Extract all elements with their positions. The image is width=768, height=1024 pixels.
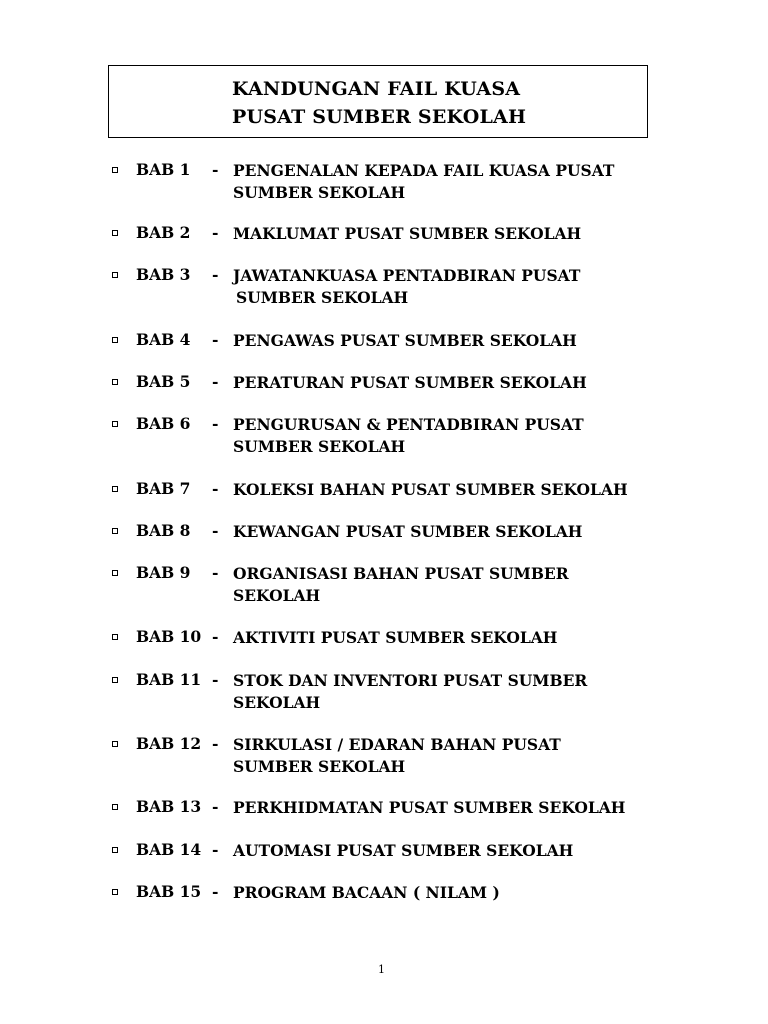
chapter-title-line: SEKOLAH (233, 586, 321, 605)
chapter-number: BAB 13 (136, 797, 202, 816)
toc-entry (0, 330, 768, 370)
square-bullet-icon (112, 634, 118, 640)
chapter-number: BAB 11 (136, 670, 202, 689)
chapter-title-line: ORGANISASI BAHAN PUSAT SUMBER (233, 564, 569, 583)
square-bullet-icon (112, 486, 118, 492)
chapter-separator: - (212, 160, 219, 179)
chapter-number: BAB 12 (136, 734, 202, 753)
chapter-title (233, 479, 628, 501)
chapter-separator: - (212, 563, 219, 582)
square-bullet-icon (112, 889, 118, 895)
chapter-title (233, 563, 569, 607)
chapter-number: BAB 2 (136, 223, 191, 242)
square-bullet-icon (112, 528, 118, 534)
square-bullet-icon (112, 804, 118, 810)
chapter-title (233, 265, 580, 309)
chapter-title-line: SIRKULASI / EDARAN BAHAN PUSAT (233, 735, 561, 754)
chapter-title (233, 372, 587, 394)
chapter-number: BAB 7 (136, 479, 191, 498)
chapter-title-line: PENGENALAN KEPADA FAIL KUASA PUSAT (233, 161, 615, 180)
chapter-separator: - (212, 265, 219, 284)
chapter-title-line: AKTIVITI PUSAT SUMBER SEKOLAH (233, 628, 558, 647)
chapter-separator: - (212, 882, 219, 901)
chapter-title-line: SEKOLAH (233, 693, 321, 712)
chapter-title (233, 521, 582, 543)
chapter-title-line: PENGAWAS PUSAT SUMBER SEKOLAH (233, 331, 577, 350)
chapter-title (233, 160, 614, 204)
chapter-title-line: SUMBER SEKOLAH (233, 757, 406, 776)
chapter-title-line: PERKHIDMATAN PUSAT SUMBER SEKOLAH (233, 798, 626, 817)
chapter-title-line: PROGRAM BACAAN ( NILAM ) (233, 883, 500, 902)
document-title-line-1: KANDUNGAN FAIL KUASA (232, 78, 521, 100)
toc-entry (0, 521, 768, 561)
chapter-separator: - (212, 330, 219, 349)
chapter-separator: - (212, 414, 219, 433)
chapter-title (233, 840, 573, 862)
square-bullet-icon (112, 741, 118, 747)
chapter-title (233, 627, 557, 649)
chapter-separator: - (212, 521, 219, 540)
chapter-separator: - (212, 223, 219, 242)
chapter-separator: - (212, 670, 219, 689)
chapter-separator: - (212, 479, 219, 498)
chapter-title (233, 734, 561, 778)
toc-entry (0, 160, 768, 200)
chapter-title-line: MAKLUMAT PUSAT SUMBER SEKOLAH (233, 224, 582, 243)
chapter-title (233, 330, 577, 352)
chapter-title-line: JAWATANKUASA PENTADBIRAN PUSAT (233, 266, 581, 285)
square-bullet-icon (112, 421, 118, 427)
toc-entry (0, 223, 768, 263)
chapter-title-line: SUMBER SEKOLAH (233, 437, 406, 456)
square-bullet-icon (112, 230, 118, 236)
chapter-separator: - (212, 797, 219, 816)
toc-entry (0, 840, 768, 880)
toc-entry (0, 372, 768, 412)
chapter-title-line: PENGURUSAN & PENTADBIRAN PUSAT (233, 415, 584, 434)
chapter-title (233, 414, 584, 458)
chapter-separator: - (212, 840, 219, 859)
chapter-title-line: STOK DAN INVENTORI PUSAT SUMBER (233, 671, 588, 690)
toc-entry (0, 670, 768, 710)
chapter-separator: - (212, 734, 219, 753)
chapter-number: BAB 10 (136, 627, 202, 646)
chapter-title (233, 670, 587, 714)
chapter-number: BAB 15 (136, 882, 202, 901)
chapter-title (233, 223, 581, 245)
chapter-number: BAB 4 (136, 330, 191, 349)
square-bullet-icon (112, 379, 118, 385)
chapter-number: BAB 1 (136, 160, 191, 179)
square-bullet-icon (112, 677, 118, 683)
chapter-title (233, 797, 625, 819)
chapter-title (233, 882, 500, 904)
chapter-title-line: PERATURAN PUSAT SUMBER SEKOLAH (233, 373, 587, 392)
chapter-number: BAB 8 (136, 521, 191, 540)
chapter-title-line: SUMBER SEKOLAH (236, 288, 409, 307)
toc-entry (0, 627, 768, 667)
toc-entry (0, 882, 768, 922)
toc-entry (0, 797, 768, 837)
square-bullet-icon (112, 570, 118, 576)
square-bullet-icon (112, 337, 118, 343)
document-title-line-2: PUSAT SUMBER SEKOLAH (232, 106, 527, 128)
square-bullet-icon (112, 167, 118, 173)
chapter-number: BAB 3 (136, 265, 191, 284)
toc-entry (0, 414, 768, 454)
chapter-title-line: KOLEKSI BAHAN PUSAT SUMBER SEKOLAH (233, 480, 628, 499)
chapter-separator: - (212, 627, 219, 646)
toc-entry (0, 734, 768, 774)
chapter-title-line: AUTOMASI PUSAT SUMBER SEKOLAH (233, 841, 574, 860)
chapter-title-line: KEWANGAN PUSAT SUMBER SEKOLAH (233, 522, 583, 541)
toc-entry (0, 265, 768, 305)
toc-entry (0, 479, 768, 519)
chapter-number: BAB 5 (136, 372, 191, 391)
chapter-number: BAB 14 (136, 840, 202, 859)
chapter-number: BAB 6 (136, 414, 191, 433)
chapter-title-line: SUMBER SEKOLAH (233, 183, 406, 202)
square-bullet-icon (112, 272, 118, 278)
square-bullet-icon (112, 847, 118, 853)
toc-entry (0, 563, 768, 603)
page-number: 1 (378, 963, 385, 976)
chapter-separator: - (212, 372, 219, 391)
chapter-number: BAB 9 (136, 563, 191, 582)
